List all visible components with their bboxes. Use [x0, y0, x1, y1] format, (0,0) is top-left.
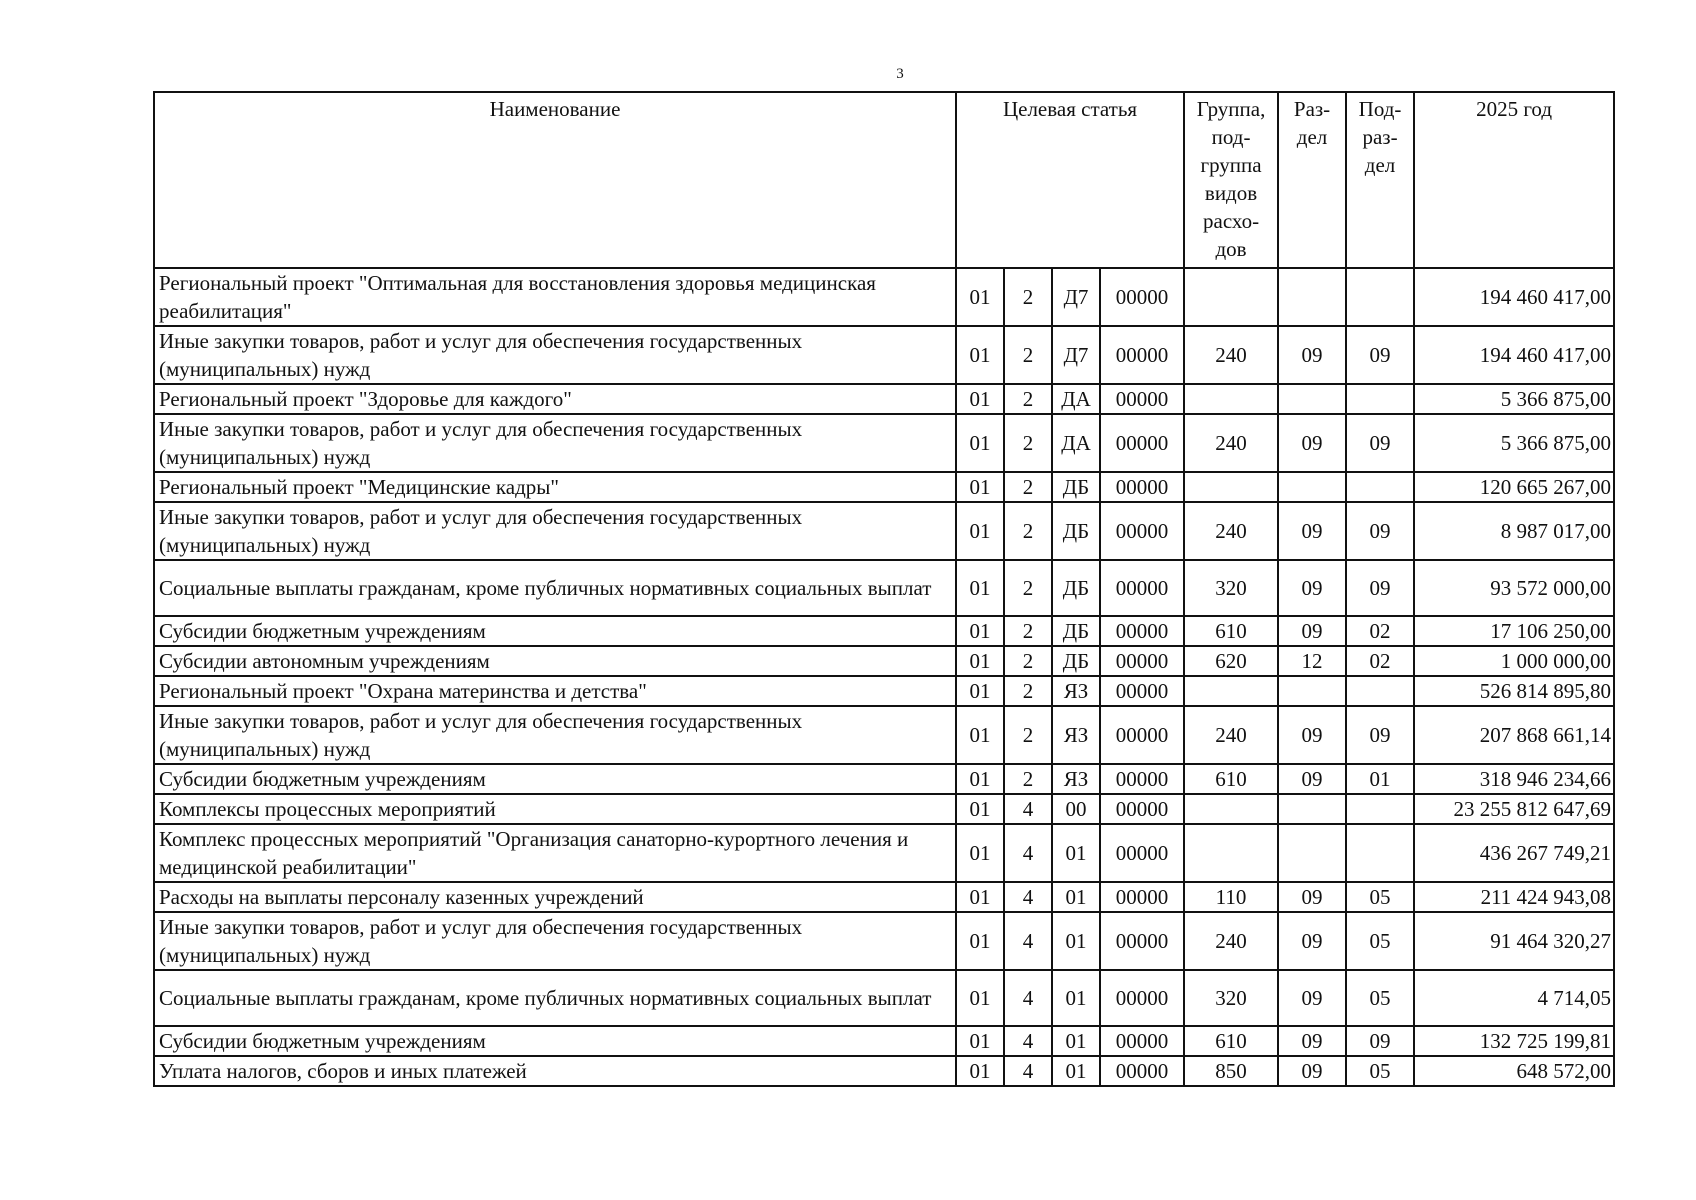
cell-section	[1278, 384, 1346, 414]
cell-target-2: 4	[1004, 794, 1052, 824]
cell-subsection	[1346, 384, 1414, 414]
cell-target-3: ДБ	[1052, 472, 1100, 502]
cell-target-2: 4	[1004, 824, 1052, 882]
cell-target-4: 00000	[1100, 384, 1184, 414]
cell-section: 09	[1278, 1026, 1346, 1056]
cell-target-2: 2	[1004, 268, 1052, 326]
cell-target-1: 01	[956, 326, 1004, 384]
cell-target-4: 00000	[1100, 882, 1184, 912]
cell-expense-group	[1184, 268, 1278, 326]
cell-target-3: ЯЗ	[1052, 764, 1100, 794]
cell-name: Иные закупки товаров, работ и услуг для обеспечения государственных (муниципальных) нужд	[154, 502, 956, 560]
cell-target-3: 01	[1052, 912, 1100, 970]
cell-section: 09	[1278, 706, 1346, 764]
cell-amount: 648 572,00	[1414, 1056, 1614, 1086]
cell-subsection: 01	[1346, 764, 1414, 794]
cell-expense-group: 240	[1184, 706, 1278, 764]
cell-target-1: 01	[956, 706, 1004, 764]
cell-target-3: Д7	[1052, 326, 1100, 384]
cell-expense-group: 240	[1184, 326, 1278, 384]
cell-target-4: 00000	[1100, 706, 1184, 764]
cell-expense-group	[1184, 472, 1278, 502]
cell-expense-group: 240	[1184, 502, 1278, 560]
cell-amount: 5 366 875,00	[1414, 414, 1614, 472]
cell-section	[1278, 794, 1346, 824]
cell-expense-group: 850	[1184, 1056, 1278, 1086]
cell-target-3: 01	[1052, 1026, 1100, 1056]
page-number: 3	[896, 66, 904, 82]
table-row	[154, 1026, 1614, 1056]
cell-expense-group	[1184, 676, 1278, 706]
cell-target-1: 01	[956, 414, 1004, 472]
cell-target-2: 2	[1004, 676, 1052, 706]
header-expense-group: Группа, под-группа видов расхо-дов	[1184, 92, 1278, 268]
cell-target-4: 00000	[1100, 676, 1184, 706]
cell-target-2: 2	[1004, 560, 1052, 616]
table-row	[154, 560, 1614, 616]
table-row	[154, 824, 1614, 882]
table-row	[154, 616, 1614, 646]
cell-target-1: 01	[956, 912, 1004, 970]
cell-target-3: Д7	[1052, 268, 1100, 326]
cell-section: 09	[1278, 882, 1346, 912]
header-name: Наименование	[154, 92, 956, 268]
cell-subsection: 09	[1346, 414, 1414, 472]
cell-target-3: ДА	[1052, 414, 1100, 472]
cell-section	[1278, 472, 1346, 502]
cell-target-4: 00000	[1100, 1056, 1184, 1086]
cell-target-3: 01	[1052, 970, 1100, 1026]
cell-name: Региональный проект "Здоровье для каждого"	[154, 384, 956, 414]
cell-target-2: 4	[1004, 882, 1052, 912]
cell-section: 09	[1278, 970, 1346, 1026]
header-subsection: Под-раз-дел	[1346, 92, 1414, 268]
cell-target-2: 2	[1004, 706, 1052, 764]
cell-target-4: 00000	[1100, 646, 1184, 676]
cell-expense-group: 610	[1184, 1026, 1278, 1056]
cell-subsection: 05	[1346, 882, 1414, 912]
cell-target-2: 2	[1004, 472, 1052, 502]
cell-name: Комплексы процессных мероприятий	[154, 794, 956, 824]
table-row	[154, 970, 1614, 1026]
cell-section: 09	[1278, 560, 1346, 616]
cell-section	[1278, 676, 1346, 706]
cell-target-4: 00000	[1100, 616, 1184, 646]
cell-target-2: 2	[1004, 502, 1052, 560]
cell-amount: 526 814 895,80	[1414, 676, 1614, 706]
cell-expense-group	[1184, 794, 1278, 824]
cell-amount: 1 000 000,00	[1414, 646, 1614, 676]
cell-target-1: 01	[956, 646, 1004, 676]
cell-target-2: 4	[1004, 970, 1052, 1026]
table-row	[154, 472, 1614, 502]
cell-subsection	[1346, 824, 1414, 882]
cell-expense-group: 110	[1184, 882, 1278, 912]
cell-expense-group: 320	[1184, 970, 1278, 1026]
cell-subsection: 02	[1346, 616, 1414, 646]
cell-subsection: 09	[1346, 706, 1414, 764]
cell-name: Социальные выплаты гражданам, кроме публичных нормативных социальных выплат	[154, 560, 956, 616]
cell-target-3: ДБ	[1052, 616, 1100, 646]
cell-name: Иные закупки товаров, работ и услуг для обеспечения государственных (муниципальных) нужд	[154, 912, 956, 970]
cell-expense-group: 240	[1184, 912, 1278, 970]
cell-target-4: 00000	[1100, 970, 1184, 1026]
cell-section: 09	[1278, 326, 1346, 384]
cell-section	[1278, 824, 1346, 882]
cell-expense-group: 610	[1184, 764, 1278, 794]
cell-target-1: 01	[956, 502, 1004, 560]
cell-section: 09	[1278, 502, 1346, 560]
cell-name: Иные закупки товаров, работ и услуг для обеспечения государственных (муниципальных) нужд	[154, 706, 956, 764]
table-row	[154, 764, 1614, 794]
cell-target-2: 4	[1004, 1056, 1052, 1086]
cell-expense-group: 620	[1184, 646, 1278, 676]
cell-target-3: 00	[1052, 794, 1100, 824]
cell-target-3: ЯЗ	[1052, 676, 1100, 706]
cell-target-1: 01	[956, 676, 1004, 706]
cell-target-4: 00000	[1100, 472, 1184, 502]
table-row	[154, 794, 1614, 824]
cell-subsection	[1346, 472, 1414, 502]
header-year: 2025 год	[1414, 92, 1614, 268]
cell-amount: 132 725 199,81	[1414, 1026, 1614, 1056]
cell-subsection: 09	[1346, 326, 1414, 384]
cell-amount: 436 267 749,21	[1414, 824, 1614, 882]
cell-target-2: 2	[1004, 764, 1052, 794]
cell-target-1: 01	[956, 1056, 1004, 1086]
cell-target-3: ДА	[1052, 384, 1100, 414]
cell-amount: 207 868 661,14	[1414, 706, 1614, 764]
cell-target-4: 00000	[1100, 560, 1184, 616]
cell-section: 09	[1278, 764, 1346, 794]
table-row	[154, 706, 1614, 764]
table-body	[154, 268, 1614, 1086]
cell-target-4: 00000	[1100, 268, 1184, 326]
cell-section: 09	[1278, 1056, 1346, 1086]
cell-target-3: 01	[1052, 882, 1100, 912]
cell-amount: 120 665 267,00	[1414, 472, 1614, 502]
cell-section: 09	[1278, 616, 1346, 646]
cell-name: Субсидии бюджетным учреждениям	[154, 1026, 956, 1056]
cell-target-2: 2	[1004, 326, 1052, 384]
cell-target-3: ДБ	[1052, 646, 1100, 676]
cell-target-4: 00000	[1100, 414, 1184, 472]
table-row	[154, 326, 1614, 384]
cell-expense-group	[1184, 824, 1278, 882]
cell-amount: 194 460 417,00	[1414, 268, 1614, 326]
cell-target-4: 00000	[1100, 502, 1184, 560]
cell-subsection: 05	[1346, 1056, 1414, 1086]
cell-name: Региональный проект "Охрана материнства и детства"	[154, 676, 956, 706]
cell-target-1: 01	[956, 616, 1004, 646]
cell-target-4: 00000	[1100, 912, 1184, 970]
cell-subsection	[1346, 794, 1414, 824]
cell-target-4: 00000	[1100, 764, 1184, 794]
cell-name: Региональный проект "Оптимальная для восстановления здоровья медицинская реабилитация"	[154, 268, 956, 326]
cell-subsection: 09	[1346, 560, 1414, 616]
budget-table	[153, 91, 1615, 1087]
table-row	[154, 1056, 1614, 1086]
table-row	[154, 912, 1614, 970]
cell-target-2: 2	[1004, 646, 1052, 676]
cell-amount: 5 366 875,00	[1414, 384, 1614, 414]
cell-name: Субсидии бюджетным учреждениям	[154, 764, 956, 794]
cell-section: 09	[1278, 912, 1346, 970]
table-row	[154, 882, 1614, 912]
cell-amount: 318 946 234,66	[1414, 764, 1614, 794]
cell-name: Иные закупки товаров, работ и услуг для обеспечения государственных (муниципальных) нужд	[154, 326, 956, 384]
cell-target-3: ДБ	[1052, 560, 1100, 616]
cell-name: Социальные выплаты гражданам, кроме публичных нормативных социальных выплат	[154, 970, 956, 1026]
cell-expense-group: 320	[1184, 560, 1278, 616]
cell-name: Комплекс процессных мероприятий "Организация санаторно-курортного лечения и медицинской реабилитации"	[154, 824, 956, 882]
cell-expense-group: 240	[1184, 414, 1278, 472]
header-target-article: Целевая статья	[956, 92, 1184, 268]
cell-amount: 8 987 017,00	[1414, 502, 1614, 560]
cell-amount: 17 106 250,00	[1414, 616, 1614, 646]
cell-subsection	[1346, 268, 1414, 326]
cell-subsection: 05	[1346, 912, 1414, 970]
cell-target-1: 01	[956, 1026, 1004, 1056]
table-header-row	[154, 92, 1614, 268]
cell-target-1: 01	[956, 970, 1004, 1026]
cell-amount: 194 460 417,00	[1414, 326, 1614, 384]
cell-target-2: 2	[1004, 616, 1052, 646]
cell-section: 09	[1278, 414, 1346, 472]
table-row	[154, 646, 1614, 676]
cell-name: Субсидии автономным учреждениям	[154, 646, 956, 676]
cell-target-4: 00000	[1100, 824, 1184, 882]
cell-target-3: 01	[1052, 824, 1100, 882]
cell-section: 12	[1278, 646, 1346, 676]
cell-target-4: 00000	[1100, 794, 1184, 824]
cell-target-3: 01	[1052, 1056, 1100, 1086]
cell-expense-group: 610	[1184, 616, 1278, 646]
cell-subsection: 02	[1346, 646, 1414, 676]
header-section: Раз-дел	[1278, 92, 1346, 268]
cell-target-2: 4	[1004, 912, 1052, 970]
cell-target-2: 2	[1004, 384, 1052, 414]
table-row	[154, 676, 1614, 706]
cell-target-1: 01	[956, 268, 1004, 326]
cell-target-1: 01	[956, 794, 1004, 824]
cell-amount: 93 572 000,00	[1414, 560, 1614, 616]
cell-target-2: 4	[1004, 1026, 1052, 1056]
cell-amount: 23 255 812 647,69	[1414, 794, 1614, 824]
cell-name: Уплата налогов, сборов и иных платежей	[154, 1056, 956, 1086]
cell-amount: 211 424 943,08	[1414, 882, 1614, 912]
cell-subsection: 05	[1346, 970, 1414, 1026]
table-row	[154, 502, 1614, 560]
cell-section	[1278, 268, 1346, 326]
cell-target-4: 00000	[1100, 1026, 1184, 1056]
cell-target-3: ЯЗ	[1052, 706, 1100, 764]
cell-subsection: 09	[1346, 502, 1414, 560]
cell-name: Расходы на выплаты персоналу казенных учреждений	[154, 882, 956, 912]
cell-amount: 4 714,05	[1414, 970, 1614, 1026]
cell-target-2: 2	[1004, 414, 1052, 472]
cell-target-1: 01	[956, 560, 1004, 616]
cell-name: Региональный проект "Медицинские кадры"	[154, 472, 956, 502]
table-row	[154, 384, 1614, 414]
cell-target-1: 01	[956, 384, 1004, 414]
cell-target-1: 01	[956, 882, 1004, 912]
cell-subsection: 09	[1346, 1026, 1414, 1056]
cell-target-1: 01	[956, 824, 1004, 882]
cell-target-4: 00000	[1100, 326, 1184, 384]
table-row	[154, 414, 1614, 472]
cell-target-1: 01	[956, 764, 1004, 794]
cell-target-1: 01	[956, 472, 1004, 502]
cell-subsection	[1346, 676, 1414, 706]
table-row	[154, 268, 1614, 326]
cell-name: Иные закупки товаров, работ и услуг для обеспечения государственных (муниципальных) нужд	[154, 414, 956, 472]
cell-target-3: ДБ	[1052, 502, 1100, 560]
cell-name: Субсидии бюджетным учреждениям	[154, 616, 956, 646]
cell-amount: 91 464 320,27	[1414, 912, 1614, 970]
cell-expense-group	[1184, 384, 1278, 414]
